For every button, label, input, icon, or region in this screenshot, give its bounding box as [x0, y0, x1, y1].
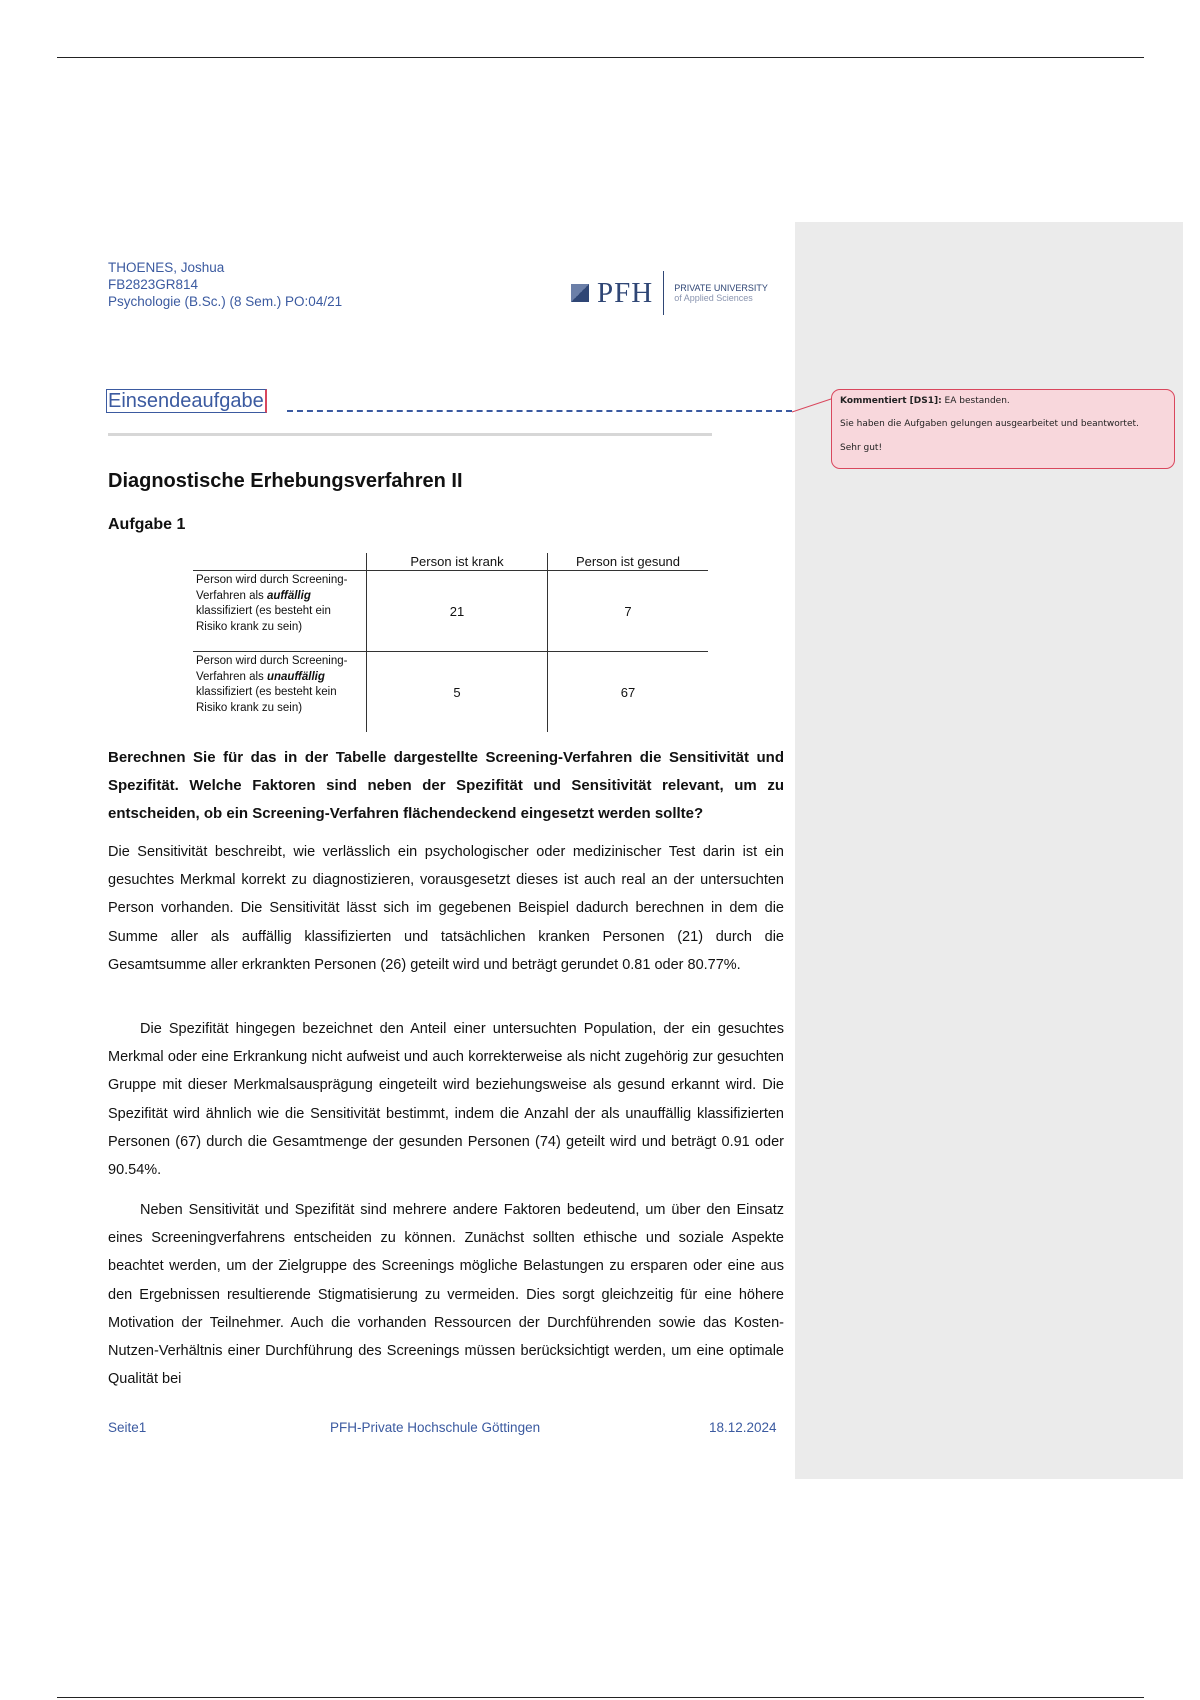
task-heading: Aufgabe 1 — [108, 516, 186, 533]
commented-text[interactable]: Einsendeaufgabe — [106, 389, 267, 413]
footer-date: 18.12.2024 — [709, 1420, 777, 1435]
contingency-table — [193, 553, 708, 732]
study-program: Psychologie (B.Sc.) (8 Sem.) PO:04/21 — [108, 294, 343, 309]
cell-value: 21 — [367, 571, 548, 652]
student-id: FB2823GR814 — [108, 277, 199, 292]
comment-line-1: EA bestanden. — [944, 396, 1010, 406]
paragraph-sensitivity: Die Sensitivität beschreibt, wie verlässlich ein psychologischer oder medizinischer Test darin ist ein gesuchtes Merkmal korrekt zu diagnostizieren, vorausgesetzt dieses ist auch real an der untersuchten Person vorhanden. Die Sensitivität lässt sich im gegebenen Beispiel dadurch berechnen in dem die Summe aller als auffällig klassifizierten und tatsächlichen kranken Personen (21) durch die Gesamtsumme aller erkrankten Personen (26) geteilt wird und beträgt gerundet 0.81 oder 80.77%. — [108, 844, 784, 973]
table-corner-cell — [193, 553, 367, 571]
heading-rule — [108, 433, 712, 436]
paragraph-specificity: Die Spezifität hingegen bezeichnet den Anteil einer untersuchten Population, der ein gesuchtes Merkmal oder eine Erkrankung nicht aufweist und auch korrekterweise als nicht zugehörig zur gesuchten Gruppe mit dieser Merkmalsausprägung eingeteilt wird beziehungsweise als gesund erkannt wird. Die Spezifität wird ähnlich wie die Sensitivität bestimmt, indem die Anzahl der als unauffällig klassifizierten Personen (67) durch die Gesamtmenge der gesunden Personen (74) geteilt wird und beträgt 0.91 oder 90.54%. — [108, 1021, 784, 1179]
comment-balloon[interactable] — [831, 389, 1175, 469]
task-question: Berechnen Sie für das in der Tabelle dargestellte Screening-Verfahren die Sensitivität und Spezifität. Welche Faktoren sind neben der Spezifität und Sensitivität relevant, um zu entscheiden, ob ein Screening-Verfahren flächendeckend eingesetzt werden sollte? — [108, 749, 784, 822]
row-label-auffaellig: Person wird durch Screening-Verfahren als auffällig klassifiziert (es besteht ein Risiko krank zu sein) — [193, 571, 367, 652]
cell-value: 67 — [620, 684, 636, 700]
pfh-logo-mark-icon — [571, 284, 589, 302]
table-row — [193, 652, 708, 733]
cell-value: 7 — [548, 571, 709, 652]
comment-line-3: Sehr gut! — [840, 442, 883, 453]
author-name: THOENES, Joshua — [108, 260, 225, 275]
table-header-row — [193, 553, 708, 571]
comment-label: Kommentiert [DS1]: — [840, 396, 942, 406]
logo-divider — [663, 271, 664, 315]
document-title: Diagnostische Erhebungsverfahren II — [108, 470, 463, 492]
footer-page-number: Seite1 — [108, 1420, 147, 1435]
table-row — [193, 571, 708, 652]
footer-school: PFH-Private Hochschule Göttingen — [330, 1420, 541, 1435]
logo-subtitle-2: of Applied Sciences — [674, 293, 753, 303]
logo-subtitle — [674, 283, 768, 303]
cell-value: 5 — [367, 652, 548, 733]
table-header-krank: Person ist krank — [367, 553, 548, 571]
comment-anchor-line — [287, 410, 792, 412]
logo-wordmark: PFH — [597, 276, 654, 309]
logo-subtitle-1: PRIVATE UNIVERSITY — [674, 283, 768, 293]
pfh-logo — [571, 270, 768, 316]
paragraph-factors: Neben Sensitivität und Spezifität sind mehrere andere Faktoren bedeutend, um über den Einsatz eines Screeningverfahrens entscheiden zu können. Zunächst sollten ethische und soziale Aspekte beachtet werden, um der Zielgruppe des Screenings mögliche Belastungen zu ersparen oder eine aus den Ergebnissen resultierende Stigmatisierung zu vermeiden. Dies sorgt gleichzeitig für eine höhere Motivation der Teilnehmer. Auch die vorhanden Ressourcen der Durchführenden sowie das Kosten-Nutzen-Verhältnis einer Durchführung des Screenings müssen berücksichtigt werden, um eine optimale Qualität bei — [108, 1202, 784, 1388]
comment-line-2: Sie haben die Aufgaben gelungen ausgearbeitet und beantwortet. — [840, 419, 1139, 430]
author-header — [108, 259, 342, 310]
table-header-gesund: Person ist gesund — [548, 553, 709, 571]
assignment-heading[interactable] — [106, 390, 267, 413]
row-label-unauffaellig: Person wird durch Screening-Verfahren als unauffällig klassifiziert (es besteht kein Risiko krank zu sein) — [193, 652, 367, 733]
